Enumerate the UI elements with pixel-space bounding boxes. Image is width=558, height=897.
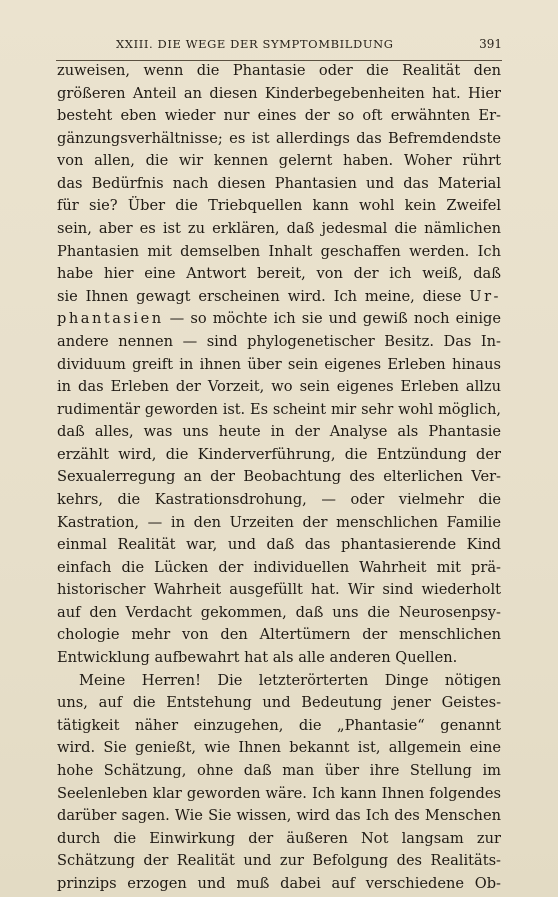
text-line: wird. Sie genießt, wie Ihnen bekannt ist, allgemein eine	[57, 739, 501, 757]
running-head	[56, 37, 502, 57]
text-line: prinzips erzogen und muß dabei auf verschiedene Ob-	[57, 874, 501, 892]
text-line: darüber sagen. Wie Sie wissen, wird das Ich des Menschen	[57, 807, 501, 825]
body-text	[57, 60, 501, 895]
text-line: Meine Herren! Die letzterörterten Dinge nötigen	[79, 671, 501, 689]
text-run: sie Ihnen gewagt erscheinen wird. Ich meine, diese	[57, 287, 470, 305]
text-line: chologie mehr von den Altertümern der menschlichen	[57, 626, 501, 644]
text-line: dividuum greift in ihnen über sein eigenes Erleben hinaus	[57, 355, 501, 373]
text-line: Schätzung der Realität und zur Befolgung des Realitäts-	[57, 852, 501, 870]
text-line: andere nennen — sind phylogenetischer Besitz. Das In-	[57, 332, 501, 350]
text-line: sein, aber es ist zu erklären, daß jedesmal die nämlichen	[57, 220, 501, 238]
text-line: besteht eben wieder nur eines der so oft erwähnten Er-	[57, 107, 501, 125]
text-line: für sie? Über die Triebquellen kann wohl kein Zweifel	[57, 197, 501, 215]
text-line: zuweisen, wenn die Phantasie oder die Realität den	[57, 62, 501, 79]
text-line: gänzungsverhältnisse; es ist allerdings das Befremdendste	[57, 129, 501, 147]
text-line: historischer Wahrheit ausgefüllt hat. Wir sind wiederholt	[57, 581, 501, 599]
text-line: von allen, die wir kennen gelernt haben. Woher rührt	[57, 152, 501, 170]
text-line: habe hier eine Antwort bereit, von der ich weiß, daß	[57, 265, 501, 283]
text-line: uns, auf die Entstehung und Bedeutung jener Geistes-	[57, 694, 501, 712]
text-line: Sexualerregung an der Beobachtung des elterlichen Ver-	[57, 468, 501, 486]
text-line	[57, 286, 501, 309]
spaced-term: phantasien	[57, 310, 164, 328]
text-line: einmal Realität war, und daß das phantasierende Kind	[57, 536, 501, 554]
text-line: Seelenleben klar geworden wäre. Ich kann Ihnen folgendes	[57, 784, 501, 802]
text-line: das Bedürfnis nach diesen Phantasien und das Material	[57, 174, 501, 192]
text-line: Kastration, — in den Urzeiten der menschlichen Familie	[57, 513, 501, 531]
text-line: durch die Einwirkung der äußeren Not langsam zur	[57, 829, 501, 847]
text-line: kehrs, die Kastrationsdrohung, — oder vielmehr die	[57, 490, 501, 508]
text-line: in das Erleben der Vorzeit, wo sein eigenes Erleben allzu	[57, 378, 501, 396]
text-line: rudimentär geworden ist. Es scheint mir sehr wohl möglich,	[57, 401, 501, 418]
running-title: XXIII. DIE WEGE DER SYMPTOMBILDUNG	[116, 37, 394, 51]
text-run: — so möchte ich sie und gewiß noch einige	[163, 310, 501, 328]
text-line: daß alles, was uns heute in der Analyse als Phantasie	[57, 423, 501, 441]
text-line	[57, 308, 501, 331]
page-number: 391	[479, 37, 502, 51]
text-line: tätigkeit näher einzugehen, die „Phantasie“ genannt	[57, 716, 501, 734]
text-line: Entwicklung aufbewahrt hat als alle anderen Quellen.	[57, 649, 458, 667]
text-line: größeren Anteil an diesen Kinderbegebenheiten hat. Hier	[57, 84, 501, 102]
text-line: erzählt wird, die Kinderverführung, die Entzündung der	[57, 445, 501, 463]
text-line: hohe Schätzung, ohne daß man über ihre Stellung im	[57, 761, 501, 779]
spaced-term: Ur-	[469, 287, 501, 305]
text-line: einfach die Lücken der individuellen Wahrheit mit prä-	[57, 558, 501, 576]
text-line: auf den Verdacht gekommen, daß uns die Neurosenpsy-	[57, 603, 501, 621]
text-line: Phantasien mit demselben Inhalt geschaffen werden. Ich	[57, 242, 501, 260]
